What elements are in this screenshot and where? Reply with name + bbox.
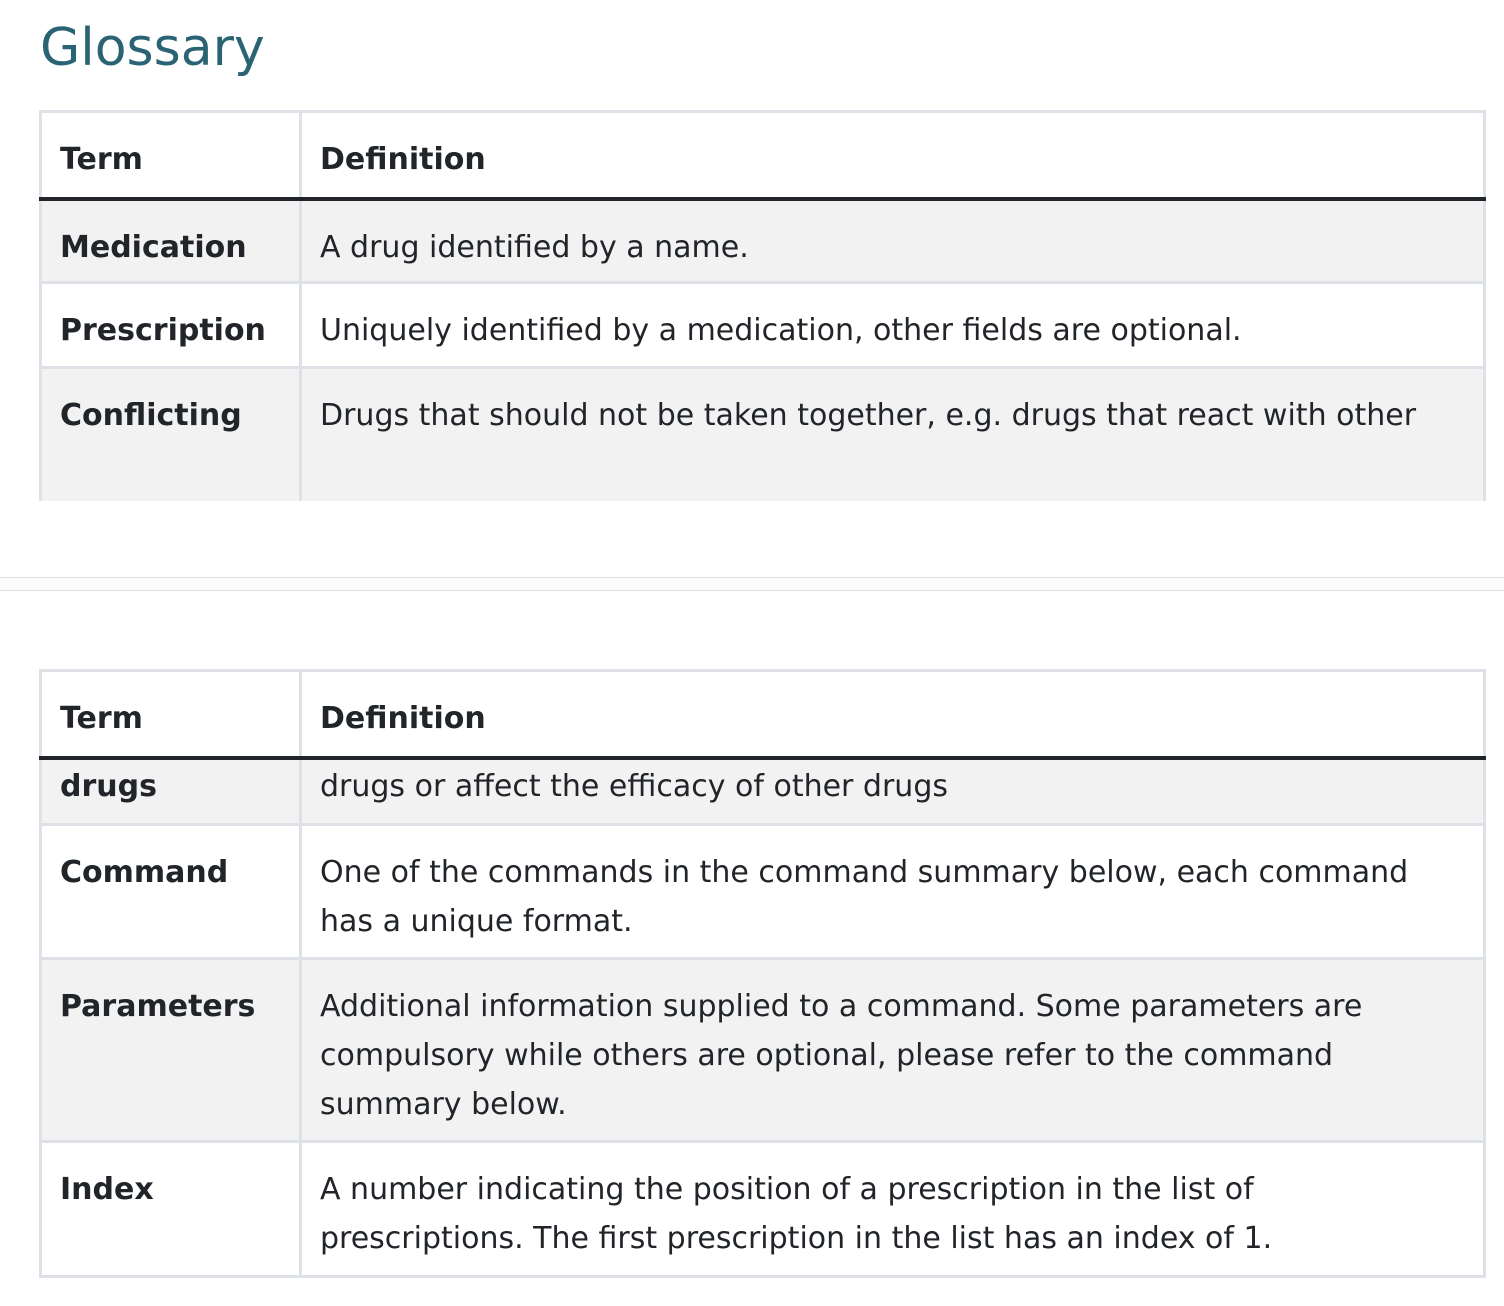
table-row (41, 283, 1485, 368)
definition-cell: Additional information supplied to a command. Some parameters are compulsory while others are optional, please refer to the command summary below. (301, 959, 1485, 1142)
definition-cell: Uniquely identified by a medication, other fields are optional. (301, 283, 1485, 368)
term-cell: Medication (41, 199, 301, 283)
header-term: Term (41, 112, 301, 199)
term-cell: drugs (41, 758, 301, 825)
table-row (41, 758, 1485, 825)
table-header-row (41, 671, 1485, 758)
glossary-table-part-2 (39, 669, 1486, 1278)
term-cell: Parameters (41, 959, 301, 1142)
header-definition: Definition (301, 671, 1485, 758)
term-cell: Index (41, 1142, 301, 1277)
table-row (41, 199, 1485, 283)
definition-cell: A number indicating the position of a prescription in the list of prescriptions. The first prescription in the list has an index of 1. (301, 1142, 1485, 1277)
term-cell: Command (41, 825, 301, 959)
page-break-divider (0, 577, 1504, 591)
glossary-table-part-1 (39, 110, 1486, 501)
header-term: Term (41, 671, 301, 758)
term-cell: Conflicting (41, 368, 301, 501)
table-header-row (41, 112, 1485, 199)
term-cell: Prescription (41, 283, 301, 368)
definition-cell: Drugs that should not be taken together, e.g. drugs that react with other (301, 368, 1485, 501)
table-row (41, 368, 1485, 501)
table-row (41, 959, 1485, 1142)
definition-cell: A drug identified by a name. (301, 199, 1485, 283)
page-title: Glossary (40, 18, 265, 78)
definition-cell: drugs or affect the efficacy of other drugs (301, 758, 1485, 825)
header-definition: Definition (301, 112, 1485, 199)
table-row (41, 1142, 1485, 1277)
table-row (41, 825, 1485, 959)
definition-cell: One of the commands in the command summary below, each command has a unique format. (301, 825, 1485, 959)
